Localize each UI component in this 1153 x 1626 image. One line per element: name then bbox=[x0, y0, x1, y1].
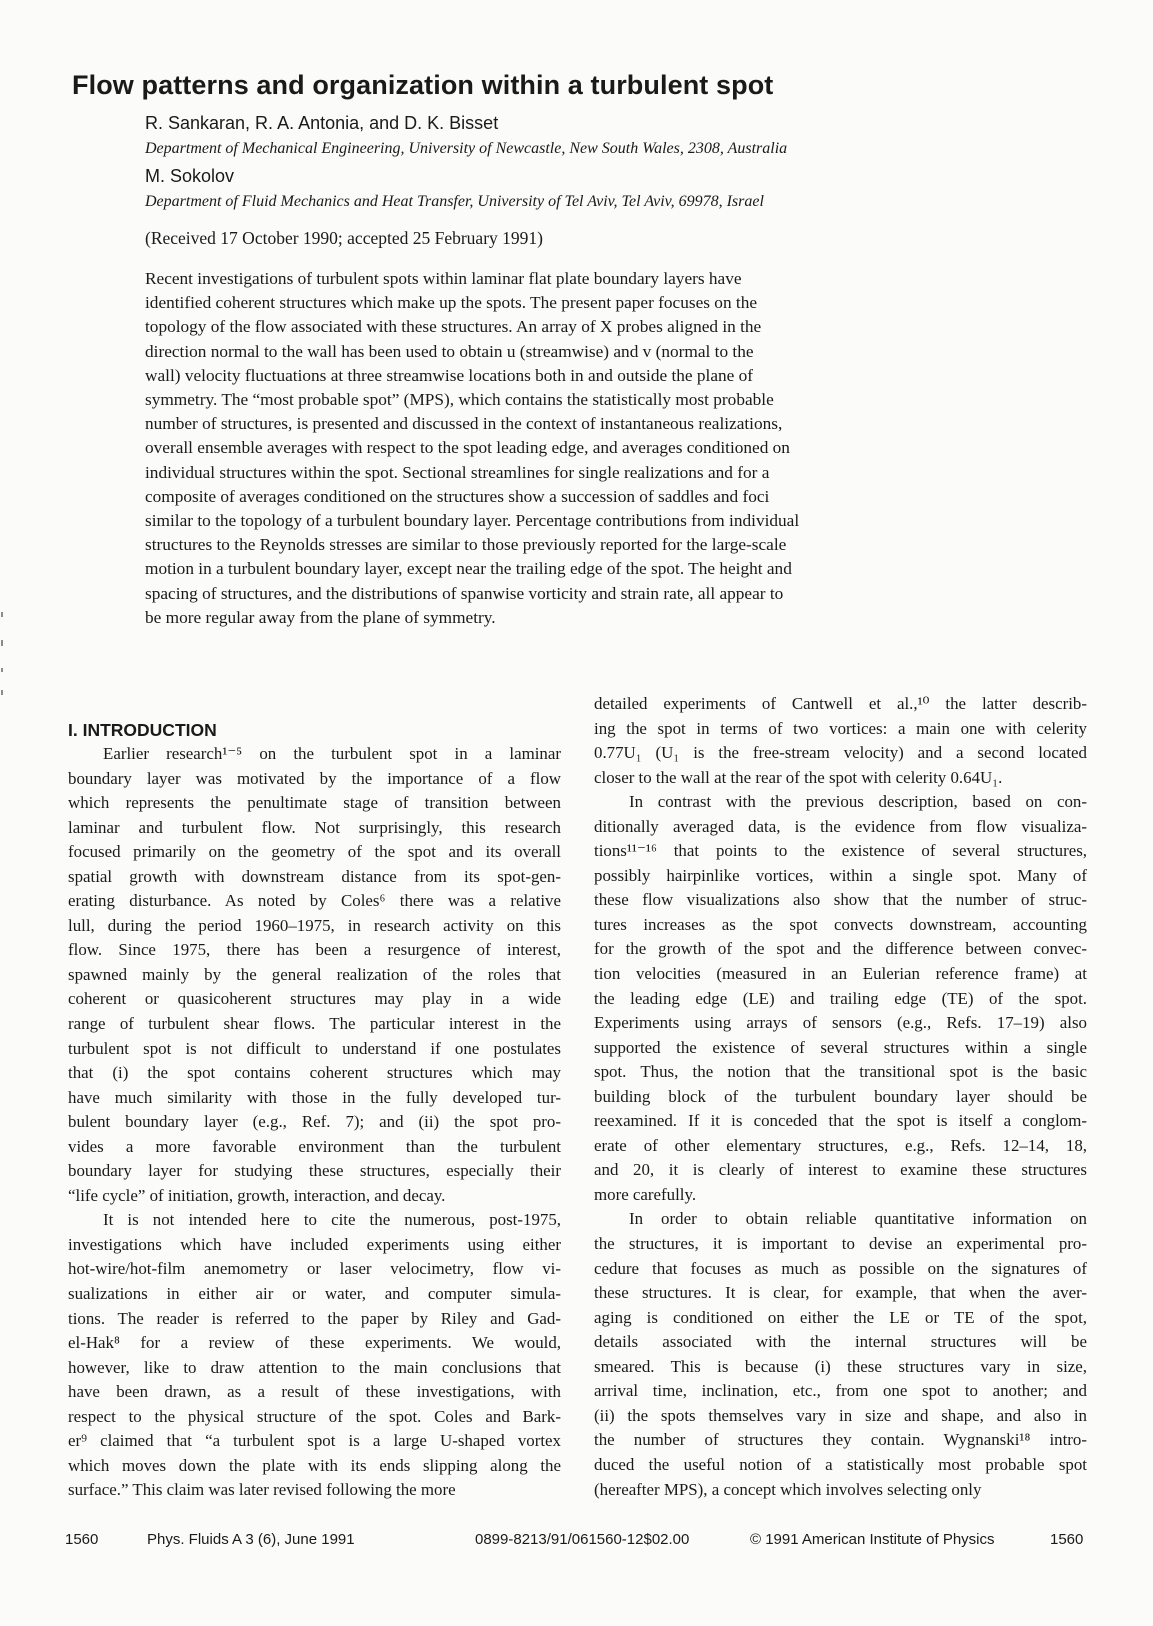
text-line: investigations which have included experiments using either bbox=[68, 1234, 561, 1254]
text-line: more carefully. bbox=[594, 1184, 697, 1204]
text-line: (hereafter MPS), a concept which involves selecting only bbox=[594, 1479, 982, 1499]
text-line: tures increases as the spot convects downstream, accounting bbox=[594, 914, 1087, 934]
text-line: ing the spot in terms of two vortices: a main one with celerity bbox=[594, 718, 1087, 738]
text-line: erate of other elementary structures, e.g., Refs. 12–14, 18, bbox=[594, 1135, 1087, 1155]
text-line: spatial growth with downstream distance from its spot-gen- bbox=[68, 866, 561, 886]
scan-speck bbox=[1, 690, 3, 695]
text-line: have been drawn, as a result of these investigations, with bbox=[68, 1382, 561, 1402]
text-line: the number of structures they contain. Wygnanski¹⁸ intro- bbox=[594, 1430, 1087, 1450]
text-line: smeared. This is because (i) these structures vary in size, bbox=[594, 1356, 1087, 1376]
text-line: respect to the physical structure of the spot. Coles and Bark- bbox=[68, 1406, 561, 1426]
text-line: turbulent spot is not difficult to understand if one postulates bbox=[68, 1038, 561, 1058]
text-line: erating disturbance. As noted by Coles⁶ there was a relative bbox=[68, 891, 561, 911]
author-list-2: M. Sokolov bbox=[145, 166, 235, 186]
text-line: the structures, it is important to devise an experimental pro- bbox=[594, 1234, 1087, 1254]
text-line: aging is conditioned on either the LE or TE of the spot, bbox=[594, 1307, 1087, 1327]
text-line: In order to obtain reliable quantitative information on bbox=[629, 1209, 1087, 1229]
text-line: that (i) the spot contains coherent structures which may bbox=[68, 1063, 561, 1083]
text-line: details associated with the internal structures will be bbox=[594, 1332, 1087, 1352]
text-line: ditionally averaged data, is the evidence from flow visualiza- bbox=[594, 816, 1087, 836]
abstract-line: similar to the topology of a turbulent boundary layer. Percentage contributions from individual bbox=[145, 511, 800, 531]
section-heading: I. INTRODUCTION bbox=[68, 720, 217, 740]
abstract-line: spacing of structures, and the distributions of spanwise vorticity and strain rate, all appear to bbox=[145, 583, 784, 603]
text-line: lull, during the period 1960–1975, in research activity on this bbox=[68, 915, 561, 935]
abstract-line: composite of averages conditioned on the structures show a succession of saddles and foci bbox=[145, 486, 770, 506]
abstract-line: motion in a turbulent boundary layer, except near the trailing edge of the spot. The height and bbox=[145, 559, 792, 579]
text-line: tion velocities (measured in an Eulerian reference frame) at bbox=[594, 964, 1087, 984]
scan-speck bbox=[1, 668, 3, 672]
footer-copyright: © 1991 American Institute of Physics bbox=[750, 1531, 995, 1548]
text-line: (ii) the spots themselves vary in size and shape, and also in bbox=[594, 1405, 1087, 1425]
text-line: duced the useful notion of a statistically most probable spot bbox=[594, 1454, 1087, 1474]
left-column-text bbox=[68, 742, 561, 1503]
text-line: cedure that focuses as much as possible on the signatures of bbox=[594, 1258, 1087, 1278]
text-line: “life cycle” of initiation, growth, interaction, and decay. bbox=[68, 1185, 446, 1205]
text-line: building block of the turbulent boundary layer should be bbox=[594, 1086, 1087, 1106]
text-line: tions. The reader is referred to the paper by Riley and Gad- bbox=[68, 1308, 561, 1328]
text-line: hot-wire/hot-film anemometry or laser velocimetry, flow vi- bbox=[68, 1259, 561, 1279]
abstract-line: identified coherent structures which make up the spots. The present paper focuses on the bbox=[145, 293, 758, 313]
text-line: laminar and turbulent flow. Not surprisingly, this research bbox=[68, 817, 561, 837]
text-line: bulent boundary layer (e.g., Ref. 7); and (ii) the spot pro- bbox=[68, 1112, 561, 1132]
text-line: and 20, it is clearly of interest to examine these structures bbox=[594, 1160, 1087, 1180]
text-line: el-Hak⁸ for a review of these experiments. We would, bbox=[68, 1333, 561, 1353]
abstract-line: number of structures, is presented and discussed in the context of instantaneous realizations, bbox=[145, 414, 783, 434]
text-line: supported the existence of several structures within a single bbox=[594, 1037, 1087, 1057]
abstract-line: wall) velocity fluctuations at three streamwise locations both in and outside the plane of bbox=[145, 365, 754, 385]
text-line: which represents the penultimate stage of transition between bbox=[68, 793, 561, 813]
abstract-line: topology of the flow associated with these structures. An array of X probes aligned in the bbox=[145, 317, 762, 337]
affiliation-1: Department of Mechanical Engineering, University of Newcastle, New South Wales, 2308, Australia bbox=[145, 140, 788, 157]
text-line: which moves down the plate with its ends slipping along the bbox=[68, 1455, 561, 1475]
footer-page-number-left: 1560 bbox=[65, 1531, 99, 1548]
text-line: 0.77U₁ (U₁ is the free-stream velocity) and a second located bbox=[594, 743, 1087, 763]
text-line: er⁹ claimed that “a turbulent spot is a large U-shaped vortex bbox=[68, 1431, 561, 1451]
abstract-line: be more regular away from the plane of symmetry. bbox=[145, 607, 496, 627]
text-line: Experiments using arrays of sensors (e.g., Refs. 17–19) also bbox=[594, 1013, 1087, 1033]
text-line: tions¹¹⁻¹⁶ that points to the existence of several structures, bbox=[594, 841, 1087, 861]
footer-code: 0899-8213/91/061560-12$02.00 bbox=[475, 1531, 690, 1548]
text-line: detailed experiments of Cantwell et al.,¹⁰ the latter describ- bbox=[594, 694, 1087, 713]
author-list-1: R. Sankaran, R. A. Antonia, and D. K. Bisset bbox=[145, 113, 499, 133]
text-line: sualizations in either air or water, and computer simula- bbox=[68, 1284, 561, 1304]
text-line: coherent or quasicoherent structures may play in a wide bbox=[68, 989, 561, 1009]
affiliation-2: Department of Fluid Mechanics and Heat Transfer, University of Tel Aviv, Tel Aviv, 69978, Israel bbox=[145, 193, 764, 210]
text-line: however, like to draw attention to the main conclusions that bbox=[68, 1357, 561, 1377]
abstract-line: direction normal to the wall has been used to obtain u (streamwise) and v (normal to the bbox=[145, 341, 754, 361]
footer-page-number-right: 1560 bbox=[1050, 1531, 1084, 1548]
text-line: reexamined. If it is conceded that the spot is itself a conglom- bbox=[594, 1111, 1087, 1131]
abstract-line: Recent investigations of turbulent spots within laminar flat plate boundary layers have bbox=[145, 269, 742, 288]
abstract-line: individual structures within the spot. Sectional streamlines for single realizations and for a bbox=[145, 462, 770, 482]
abstract-line: symmetry. The “most probable spot” (MPS), which contains the statistically most probable bbox=[145, 390, 774, 410]
text-line: spawned mainly by the general realization of the roles that bbox=[68, 964, 561, 984]
text-line: spot. Thus, the notion that the transitional spot is the basic bbox=[594, 1062, 1087, 1082]
received-dates: (Received 17 October 1990; accepted 25 February 1991) bbox=[145, 228, 543, 248]
text-line: boundary layer was motivated by the importance of a flow bbox=[68, 768, 561, 788]
text-line: closer to the wall at the rear of the spot with celerity 0.64U₁. bbox=[594, 767, 1003, 787]
scan-speck bbox=[1, 612, 3, 617]
right-column-text bbox=[594, 692, 1087, 1502]
text-line: have much similarity with those in the fully developed tur- bbox=[68, 1087, 561, 1107]
text-line: In contrast with the previous description, based on con- bbox=[629, 792, 1087, 812]
text-line: Earlier research¹⁻⁵ on the turbulent spot in a laminar bbox=[103, 744, 561, 763]
footer-journal: Phys. Fluids A 3 (6), June 1991 bbox=[147, 1531, 355, 1548]
abstract-line: overall ensemble averages with respect to the spot leading edge, and averages conditioned on bbox=[145, 438, 790, 458]
text-line: surface.” This claim was later revised following the more bbox=[68, 1480, 456, 1500]
text-line: these structures. It is clear, for example, that when the aver- bbox=[594, 1283, 1087, 1303]
text-line: flow. Since 1975, there has been a resurgence of interest, bbox=[68, 940, 561, 960]
text-line: boundary layer for studying these structures, especially their bbox=[68, 1161, 561, 1181]
paper-title: Flow patterns and organization within a turbulent spot bbox=[72, 70, 774, 100]
text-line: for the growth of the spot and the difference between convec- bbox=[594, 939, 1087, 959]
page-footer bbox=[0, 1531, 1153, 1553]
abstract-line: structures to the Reynolds stresses are similar to those previously reported for the large-scale bbox=[145, 535, 787, 555]
text-line: these flow visualizations also show that the number of struc- bbox=[594, 890, 1087, 910]
text-line: the leading edge (LE) and trailing edge (TE) of the spot. bbox=[594, 988, 1087, 1008]
text-line: possibly hairpinlike vortices, within a single spot. Many of bbox=[594, 865, 1087, 885]
text-line: vides a more favorable environment than the turbulent bbox=[68, 1136, 561, 1156]
text-line: focused primarily on the geometry of the spot and its overall bbox=[68, 842, 561, 862]
scan-speck bbox=[1, 640, 3, 646]
text-line: arrival time, inclination, etc., from one spot to another; and bbox=[594, 1381, 1087, 1401]
text-line: range of turbulent shear flows. The particular interest in the bbox=[68, 1014, 561, 1034]
text-line: It is not intended here to cite the numerous, post-1975, bbox=[103, 1210, 561, 1230]
abstract bbox=[145, 267, 945, 630]
